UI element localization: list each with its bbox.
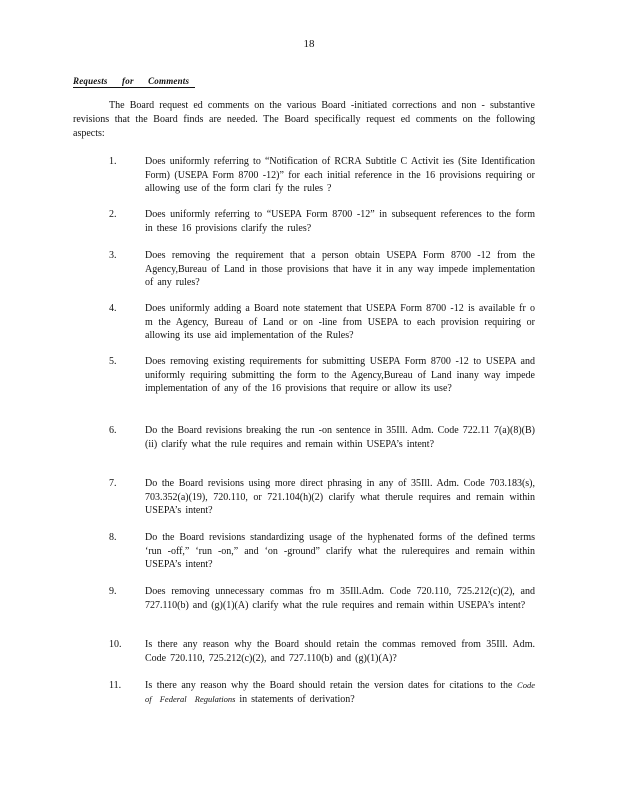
question-text: Do the Board revisions standardizing usage of the hyphenated forms of the defined terms ‘run -off,” ‘run -on,” and ‘on -ground” clarify what the rulerequires and remain within USEPA’s intent?: [145, 532, 535, 571]
question-number: 2.: [109, 209, 117, 220]
question-number: 4.: [109, 303, 117, 314]
question-text: Does uniformly adding a Board note statement that USEPA Form 8700 -12 is available fr o m the Agency, Bureau of Land or on -line from USEPA to each provision requiring or allowing its use aid implementation of the Rules?: [145, 303, 535, 342]
question-text: Do the Board revisions using more direct phrasing in any of 35Ill. Adm. Code 703.183(s), 703.352(a)(19), 720.110, or 721.104(h)(2) clarify what therule requires and remain within USEPA’s intent?: [145, 478, 535, 517]
question-text: Does removing the requirement that a person obtain USEPA Form 8700 -12 from the Agency,Bureau of Land in those provisions that have it in any way impede implementation of any rules?: [145, 250, 535, 289]
intro-paragraph: The Board request ed comments on the various Board -initiated corrections and non - substantive revisions that the Board finds are needed. The Board specifically request ed comments on the following aspects:: [73, 100, 535, 139]
question-text: [145, 679, 535, 706]
question-number: 9.: [109, 586, 117, 597]
question-number: 1.: [109, 156, 117, 167]
question-text: Does uniformly referring to “USEPA Form 8700 -12” in subsequent references to the form in these 16 provisions clarify the rules?: [145, 209, 535, 234]
question-number: 8.: [109, 532, 117, 543]
question-number: 11.: [109, 680, 122, 691]
question-text: Does removing unnecessary commas fro m 35Ill.Adm. Code 720.110, 725.212(c)(2), and 727.110(b) and (g)(1)(A) clarify what the rule requires and remain within USEPA’s intent?: [145, 586, 535, 611]
question-text: Does removing existing requirements for submitting USEPA Form 8700 -12 to USEPA and uniformly requiring submitting the form to the Agency,Bureau of Land inany way impede implementation of any of the 16 provisions that require or allow its use?: [145, 356, 535, 395]
question-text: Does uniformly referring to “Notification of RCRA Subtitle C Activit ies (Site Identification Form) (USEPA Form 8700 -12)” for each initial reference in the 16 provisions requiring or allowing use of the form clari fy the rules ?: [145, 156, 535, 195]
question-number: 7.: [109, 478, 117, 489]
section-heading: Requests for Comments: [73, 76, 195, 88]
question-number: 10.: [109, 639, 122, 650]
question-number: 3.: [109, 250, 117, 261]
question-number: 5.: [109, 356, 117, 367]
question-text-end: in statements of derivation?: [235, 693, 355, 705]
page-number: 18: [303, 38, 315, 50]
question-number: 6.: [109, 425, 117, 436]
cfr-citation: Code of Federal Regulations: [145, 680, 535, 704]
question-text-start: Is there any reason why the Board should retain the version dates for citations to the: [145, 680, 518, 691]
question-text: Do the Board revisions breaking the run -on sentence in 35Ill. Adm. Code 722.11 7(a)(8)(B)(ii) clarify what the rule requires and remain within USEPA’s intent?: [145, 425, 535, 450]
question-text: Is there any reason why the Board should retain the commas removed from 35Ill. Adm. Code 720.110, 725.212(c)(2), and 727.110(b) and (g)(1)(A)?: [145, 639, 535, 664]
